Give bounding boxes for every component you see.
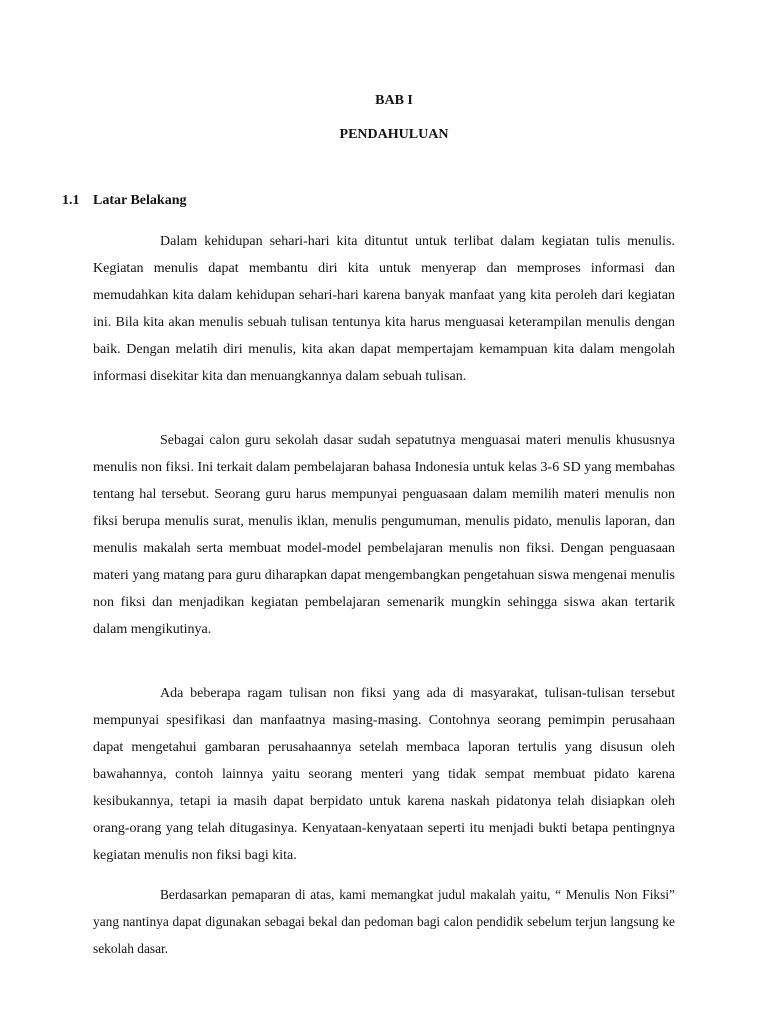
paragraph-3: Ada beberapa ragam tulisan non fiksi yang ada di masyarakat, tulisan-tulisan tersebut mempunyai spesifikasi dan manfaatnya masing-masing. Contohnya seorang pemimpin perusahaan dapat mengetahui gambaran perusahaannya setelah membaca laporan tertulis yang disusun oleh bawahannya, contoh lainnya yaitu seorang menteri yang tidak sempat membuat pidato karena kesibukannya, tetapi ia masih dapat berpidato untuk karena naskah pidatonya telah disiapkan oleh orang-orang yang telah ditugasinya. Kenyataan-kenyataan seperti itu menjadi bukti betapa pentingnya kegiatan menulis non fiksi bagi kita. xyxy=(93,686,675,863)
paragraph-1: Dalam kehidupan sehari-hari kita dituntut untuk terlibat dalam kegiatan tulis menulis. Kegiatan menulis dapat membantu diri kita untuk menyerap dan memproses informasi dan memudahkan kita dalam kehidupan sehari-hari karena banyak manfaat yang kita peroleh dari kegiatan ini. Bila kita akan menulis sebuah tulisan tentunya kita harus menguasai keterampilan menulis dengan baik. Dengan melatih diri menulis, kita akan dapat mempertajam kemampuan kita dalam mengolah informasi disekitar kita dan menuangkannya dalam sebuah tulisan. xyxy=(93,234,675,384)
chapter-title: PENDAHULUAN xyxy=(339,127,449,142)
paragraph-2: Sebagai calon guru sekolah dasar sudah sepatutnya menguasai materi menulis khususnya menulis non fiksi. Ini terkait dalam pembelajaran bahasa Indonesia untuk kelas 3-6 SD yang membahas tentang hal tersebut. Seorang guru harus mempunyai penguasaan dalam memilih materi menulis non fiksi berupa menulis surat, menulis iklan, menulis pengumuman, menulis pidato, menulis laporan, dan menulis makalah serta membuat model-model pembelajaran menulis non fiksi. Dengan penguasaan materi yang matang para guru diharapkan dapat mengembangkan pengetahuan siswa mengenai menulis non fiksi dan menjadikan kegiatan pembelajaran semenarik mungkin sehingga siswa akan tertarik dalam mengikutinya. xyxy=(93,433,675,637)
paragraph-4: Berdasarkan pemaparan di atas, kami memangkat judul makalah yaitu, “ Menulis Non Fiksi” yang nantinya dapat digunakan sebagai bekal dan pedoman bagi calon pendidik sebelum terjun langsung ke sekolah dasar. xyxy=(93,887,675,956)
section-heading xyxy=(62,193,186,209)
chapter-number: BAB I xyxy=(375,93,413,108)
section-number: 1.1 xyxy=(62,193,80,208)
section-title: Latar Belakang xyxy=(93,193,187,208)
